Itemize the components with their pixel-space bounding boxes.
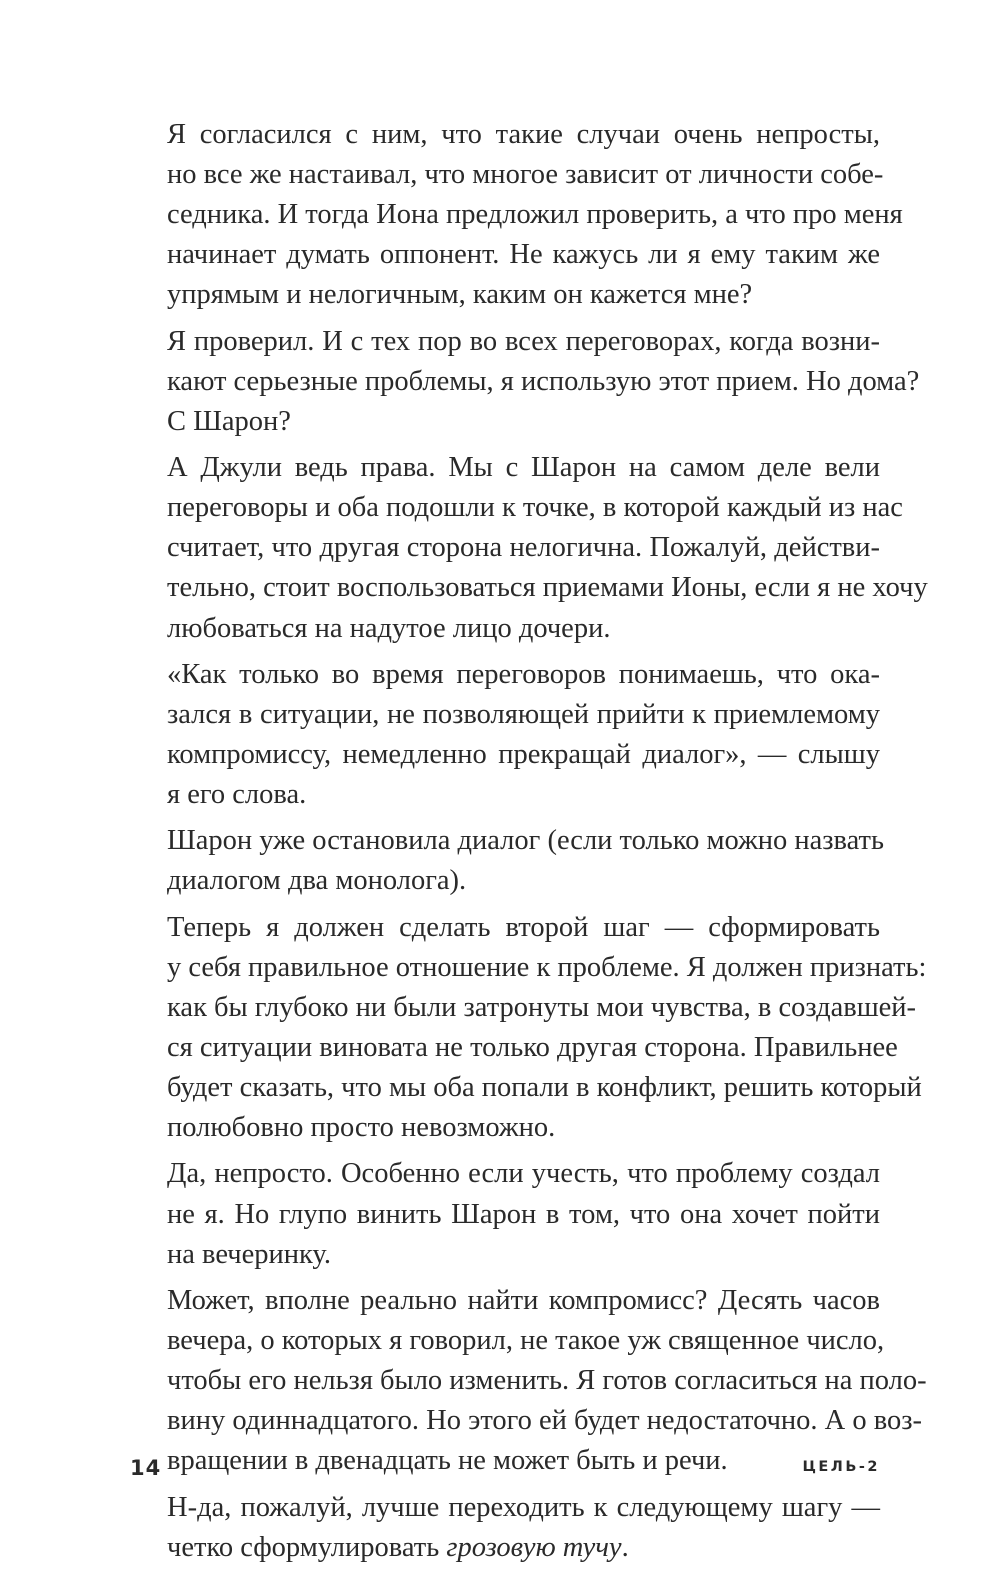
running-title: ЦЕЛЬ-2 [802,1459,880,1475]
text-line: считает, что другая сторона нелогична. Пожалуй, действи- [167,532,880,564]
body-text [130,115,928,1574]
paragraph-5 [130,821,884,901]
text-line: Я проверил. И с тех пор во всех переговорах, когда возни- [167,325,880,357]
text-line: Да, непросто. Особенно если учесть, что проблему создал [167,1158,880,1190]
text-line: тельно, стоит воспользоваться приемами Ионы, если я не хочу [167,572,928,604]
text-line: не я. Но глупо винить Шарон в том, что она хочет пойти [167,1198,880,1230]
text-line: седника. И тогда Иона предложил проверить, а что про меня [167,199,903,231]
text-line: Я согласился с ним, что такие случаи очень непросты, [167,119,880,150]
text-line: вину одиннадцатого. Но этого ей будет недостаточно. А о воз- [167,1405,923,1437]
text-line: но все же настаивал, что многое зависит от личности собе- [167,159,884,191]
text-line: вечера, о которых я говорил, не такое уж священное число, [167,1325,885,1357]
text-line: любоваться на надутое лицо дочери. [167,612,611,644]
text-line: зался в ситуации, не позволяющей прийти к приемлемому [167,698,880,730]
paragraph-8 [130,1281,927,1481]
text-fragment: . [621,1531,629,1563]
paragraph-4 [130,655,880,815]
text-line: диалогом два монолога). [167,865,467,897]
text-line: чтобы его нельзя было изменить. Я готов согласиться на поло- [167,1365,927,1397]
text-fragment: четко сформулировать [167,1531,447,1563]
text-line: начинает думать оппонент. Не кажусь ли я ему таким же [167,239,880,271]
text-line: упрямым и нелогичным, каким он кажется мне? [167,279,753,311]
text-line: А Джули ведь права. Мы с Шарон на самом деле вели [167,452,880,484]
italic-term: грозовую тучу [446,1531,622,1563]
paragraph-9 [130,1488,880,1568]
text-line: Может, вполне реально найти компромисс? Десять часов [167,1284,880,1316]
page-footer [130,1456,880,1486]
text-line: ся ситуации виновата не только другая сторона. Правильнее [167,1032,898,1063]
text-line: вращении в двенадцать не может быть и речи. [167,1445,728,1477]
text-line: Теперь я должен сделать второй шаг — сформировать [167,911,880,943]
text-line: как бы глубоко ни были затронуты мои чувства, в создавшей- [167,991,917,1023]
text-line: кают серьезные проблемы, я использую этот прием. Но дома? [167,365,920,397]
paragraph-2 [130,322,920,442]
text-line: Шарон уже остановила диалог (если только можно назвать [167,825,884,857]
text-line: С Шарон? [167,405,291,437]
page-number: 14 [130,1456,162,1480]
paragraph-3 [130,448,928,648]
text-line: переговоры и оба подошли к точке, в которой каждый из нас [167,492,903,524]
text-line: я его слова. [167,779,307,811]
text-line: будет сказать, что мы оба попали в конфликт, решить который [167,1072,922,1104]
text-line: Н-да, пожалуй, лучше переходить к следующему шагу — [167,1491,880,1523]
text-line: «Как только во время переговоров понимаешь, что ока- [167,658,880,690]
paragraph-7 [130,1154,880,1274]
text-line: у себя правильное отношение к проблеме. Я должен признать: [167,951,927,983]
text-line: на вечеринку. [167,1238,331,1270]
paragraph-6 [130,908,927,1149]
text-line [130,1528,880,1568]
text-line: компромиссу, немедленно прекращай диалог», — слышу [167,738,880,770]
paragraph-1 [130,115,903,315]
text-line: полюбовно просто невозможно. [167,1112,556,1144]
